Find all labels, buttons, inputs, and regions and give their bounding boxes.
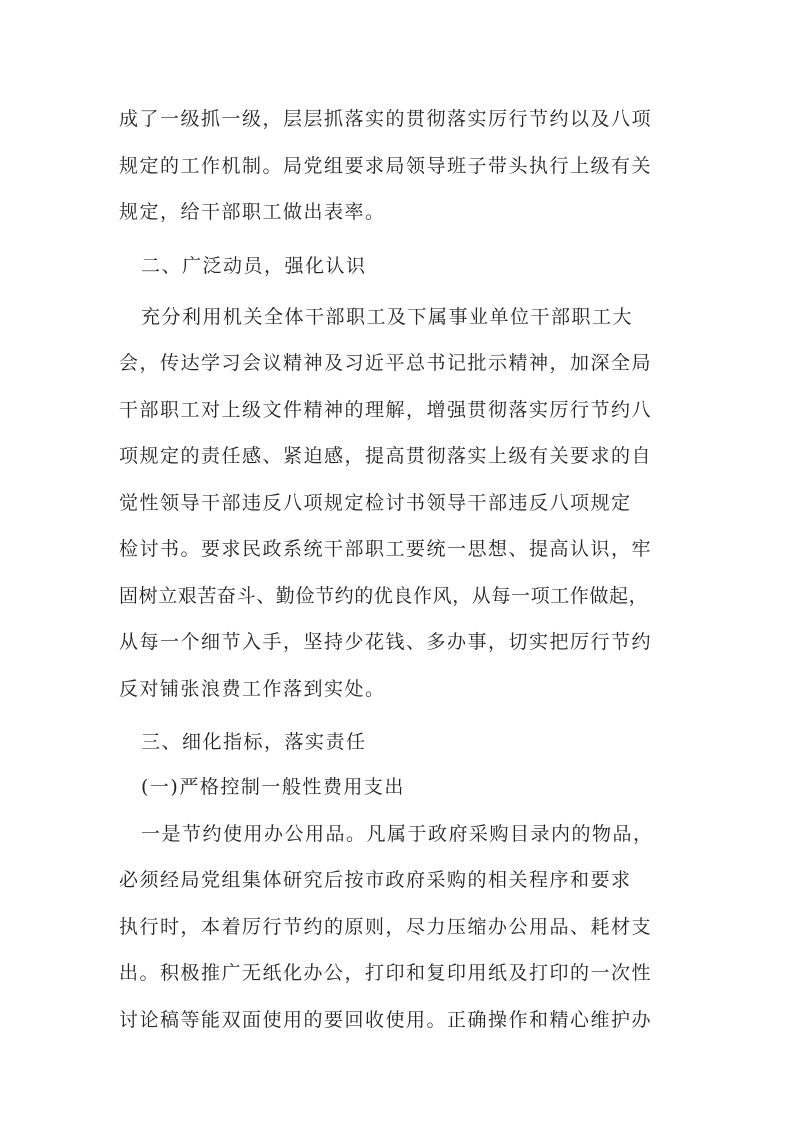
paragraph-line: 一是节约使用办公用品。凡属于政府采购目录内的物品， xyxy=(141,822,654,845)
paragraph-line: 充分利用机关全体干部职工及下属事业单位干部职工大 xyxy=(141,305,634,328)
paragraph-line: 规定的工作机制。局党组要求局领导班子带头执行上级有关 xyxy=(119,154,653,177)
paragraph-line: 会，传达学习会议精神及习近平总书记批示精神，加深全局 xyxy=(119,352,653,374)
document-body xyxy=(119,96,679,1043)
paragraph-line: 出。积极推广无纸化办公，打印和复印用纸及打印的一次性 xyxy=(119,962,653,984)
paragraph-line: 干部职工对上级文件精神的理解，增强贯彻落实厉行节约八 xyxy=(119,398,653,421)
section-heading: 二、广泛动员，强化认识 xyxy=(141,254,367,277)
paragraph-line: 必须经局党组集体研究后按市政府采购的相关程序和要求 xyxy=(119,869,632,891)
paragraph-line: 执行时，本着厉行节约的原则，尽力压缩办公用品、耗材支 xyxy=(119,915,653,938)
paragraph-line: 觉性领导干部违反八项规定检讨书领导干部违反八项规定 xyxy=(119,491,632,514)
paragraph-line: 反对铺张浪费工作落到实处。 xyxy=(119,677,386,700)
section-heading: 三、细化指标，落实责任 xyxy=(141,731,367,753)
paragraph-line: 从每一个细节入手，坚持少花钱、多办事，切实把厉行节约 xyxy=(119,631,653,653)
paragraph-line: 规定，给干部职工做出表率。 xyxy=(119,201,386,223)
paragraph-line: 成了一级抓一级，层层抓落实的贯彻落实厉行节约以及八项 xyxy=(119,108,653,130)
paragraph-line: 检讨书。要求民政系统干部职工要统一思想、提高认识，牢 xyxy=(119,538,653,560)
paragraph-line: 项规定的责任感、紧迫感，提高贯彻落实上级有关要求的自 xyxy=(119,445,653,467)
subsection-heading: (一)严格控制一般性费用支出 xyxy=(141,776,405,798)
paragraph-line: 讨论稿等能双面使用的要回收使用。正确操作和精心维护办 xyxy=(119,1008,653,1031)
paragraph-line: 固树立艰苦奋斗、勤俭节约的优良作风，从每一项工作做起， xyxy=(119,584,649,607)
